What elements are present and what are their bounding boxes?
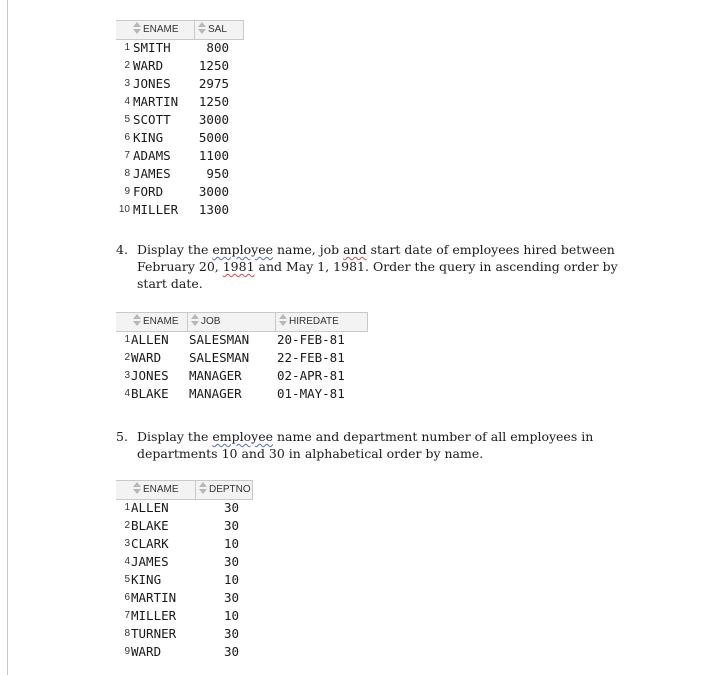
- cell-sal: 800: [206, 40, 229, 55]
- cell-deptno: 10: [223, 608, 239, 623]
- cell-hiredate: 02-APR-81: [277, 368, 345, 383]
- grammar-flag: employee: [212, 429, 274, 444]
- cell-ename: KING: [133, 130, 164, 145]
- cell-ename: BLAKE: [131, 518, 169, 533]
- table-row[interactable]: [116, 517, 253, 535]
- table-row[interactable]: [116, 607, 253, 625]
- table-row[interactable]: [116, 589, 253, 607]
- sort-icon: [198, 22, 206, 34]
- row-number: 10: [118, 204, 130, 215]
- table-row[interactable]: [116, 165, 244, 183]
- column-header-hiredate[interactable]: HIREDATE: [276, 313, 368, 331]
- sort-icon: [133, 22, 141, 34]
- cell-ename: JONES: [133, 76, 171, 91]
- cell-job: MANAGER: [189, 368, 242, 383]
- table-row[interactable]: [116, 111, 244, 129]
- cell-ename: WARD: [131, 350, 162, 365]
- table-row[interactable]: [116, 349, 368, 367]
- cell-ename: ADAMS: [133, 148, 171, 163]
- row-number: 7: [124, 150, 130, 161]
- cell-ename: JAMES: [131, 554, 169, 569]
- table-row[interactable]: [116, 75, 244, 93]
- cell-ename: JAMES: [133, 166, 171, 181]
- row-number: 2: [124, 352, 130, 363]
- cell-ename: BLAKE: [131, 386, 169, 401]
- row-number: 1: [124, 502, 130, 513]
- cell-ename: WARD: [133, 58, 164, 73]
- cell-sal: 1100: [198, 148, 229, 163]
- spelling-flag: 1981: [222, 259, 255, 274]
- cell-hiredate: 01-MAY-81: [277, 386, 345, 401]
- cell-sal: 1300: [198, 202, 229, 217]
- cell-deptno: 30: [223, 518, 239, 533]
- table-row[interactable]: [116, 643, 253, 661]
- table-row[interactable]: [116, 183, 244, 201]
- table-row[interactable]: [116, 39, 244, 57]
- result-grid-salaries: [116, 20, 244, 220]
- cell-hiredate: 20-FEB-81: [277, 332, 345, 347]
- table-row[interactable]: [116, 553, 253, 571]
- result-grid-hires: [116, 312, 368, 404]
- cell-deptno: 30: [223, 626, 239, 641]
- cell-ename: MILLER: [131, 608, 177, 623]
- cell-ename: MARTIN: [133, 94, 179, 109]
- table-row[interactable]: [116, 535, 253, 553]
- cell-ename: ALLEN: [131, 500, 169, 515]
- cell-sal: 950: [206, 166, 229, 181]
- row-number: 1: [124, 42, 130, 53]
- table-row[interactable]: [116, 331, 368, 349]
- row-number: 9: [124, 646, 130, 657]
- question-text: Display the employee name, job and start date of employees hired between February 20, 1981 and May 1, 1981. Order the query in ascending order by start date.: [137, 242, 618, 291]
- cell-ename: CLARK: [131, 536, 169, 551]
- cell-job: MANAGER: [189, 386, 242, 401]
- cell-job: SALESMAN: [189, 350, 250, 365]
- table-row[interactable]: [116, 385, 368, 403]
- row-number: 1: [124, 334, 130, 345]
- cell-deptno: 30: [223, 644, 239, 659]
- table-row[interactable]: [116, 367, 368, 385]
- cell-sal: 3000: [198, 112, 229, 127]
- cell-hiredate: 22-FEB-81: [277, 350, 345, 365]
- table-row[interactable]: [116, 499, 253, 517]
- cell-job: SALESMAN: [189, 332, 250, 347]
- cell-deptno: 30: [223, 554, 239, 569]
- sort-icon: [191, 314, 199, 326]
- table-row[interactable]: [116, 129, 244, 147]
- cell-ename: SCOTT: [133, 112, 171, 127]
- grid-header: [116, 312, 368, 332]
- cell-sal: 1250: [198, 58, 229, 73]
- row-number: 5: [124, 574, 130, 585]
- page-left-edge: [7, 0, 8, 675]
- cell-ename: KING: [131, 572, 162, 587]
- cell-ename: TURNER: [131, 626, 177, 641]
- table-row[interactable]: [116, 57, 244, 75]
- cell-sal: 3000: [198, 184, 229, 199]
- question-number: 5.: [116, 429, 128, 444]
- grid-header: [116, 480, 253, 500]
- row-number: 5: [124, 114, 130, 125]
- row-number: 4: [124, 96, 130, 107]
- cell-deptno: 30: [223, 500, 239, 515]
- column-header-ename[interactable]: ENAME: [130, 481, 196, 499]
- cell-deptno: 10: [223, 572, 239, 587]
- question-text: Display the employee name and department number of all employees in departments 10 and 30 in alphabetical order by name.: [137, 429, 594, 461]
- row-number: 6: [124, 592, 130, 603]
- row-number: 4: [124, 556, 130, 567]
- row-number: 3: [124, 370, 130, 381]
- row-number: 8: [124, 628, 130, 639]
- cell-ename: ALLEN: [131, 332, 169, 347]
- sort-icon: [133, 482, 141, 494]
- table-row[interactable]: [116, 147, 244, 165]
- cell-sal: 1250: [198, 94, 229, 109]
- cell-ename: FORD: [133, 184, 164, 199]
- row-number: 2: [124, 520, 130, 531]
- cell-deptno: 30: [223, 590, 239, 605]
- table-row[interactable]: [116, 201, 244, 219]
- cell-sal: 2975: [198, 76, 229, 91]
- sort-icon: [199, 482, 207, 494]
- cell-ename: JONES: [131, 368, 169, 383]
- row-number: 6: [124, 132, 130, 143]
- cell-ename: WARD: [131, 644, 162, 659]
- row-number: 3: [124, 538, 130, 549]
- table-row[interactable]: [116, 625, 253, 643]
- row-number: 7: [124, 610, 130, 621]
- row-number: 4: [124, 388, 130, 399]
- table-row[interactable]: [116, 571, 253, 589]
- row-number: 2: [124, 60, 130, 71]
- column-header-ename[interactable]: ENAME: [130, 21, 195, 39]
- cell-sal: 5000: [198, 130, 229, 145]
- spelling-flag: and: [343, 242, 367, 257]
- column-header-sal[interactable]: SAL: [195, 21, 244, 39]
- row-number: 3: [124, 78, 130, 89]
- row-number: 9: [124, 186, 130, 197]
- column-header-ename[interactable]: ENAME: [130, 313, 188, 331]
- grid-header: [116, 20, 244, 40]
- column-header-job[interactable]: JOB: [188, 313, 276, 331]
- sort-icon: [279, 314, 287, 326]
- result-grid-departments: [116, 480, 253, 662]
- cell-ename: MILLER: [133, 202, 179, 217]
- question-number: 4.: [116, 242, 128, 257]
- grammar-flag: employee: [212, 242, 274, 257]
- column-header-deptno[interactable]: DEPTNO: [196, 481, 253, 499]
- sort-icon: [133, 314, 141, 326]
- cell-ename: MARTIN: [131, 590, 177, 605]
- cell-ename: SMITH: [133, 40, 171, 55]
- cell-deptno: 10: [223, 536, 239, 551]
- row-number: 8: [124, 168, 130, 179]
- table-row[interactable]: [116, 93, 244, 111]
